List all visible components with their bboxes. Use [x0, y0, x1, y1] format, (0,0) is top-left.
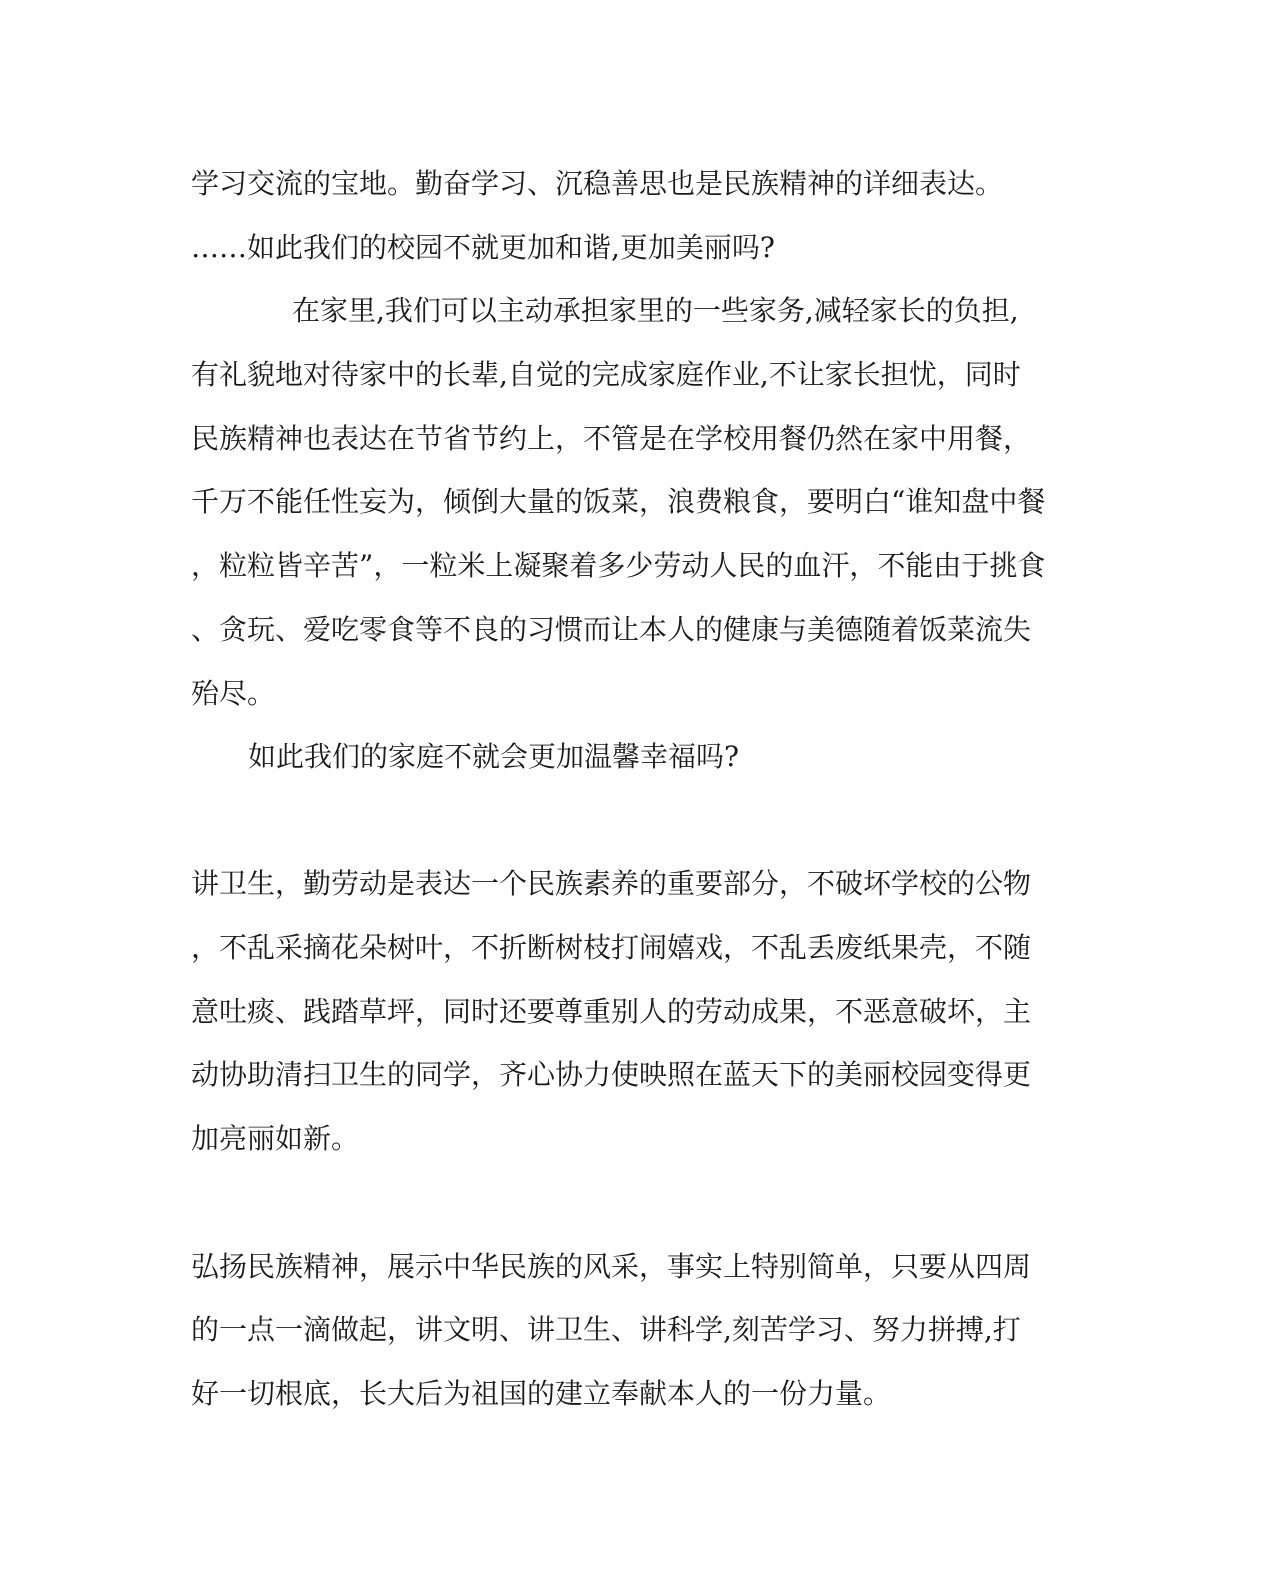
text-line: 、贪玩、爱吃零食等不良的习惯而让本人的健康与美德随着饭菜流失 [191, 613, 1032, 646]
text-line: 有礼貌地对待家中的长辈,自觉的完成家庭作业,不让家长担忧，同时 [191, 358, 1021, 391]
text-line: 学习交流的宝地。勤奋学习、沉稳善思也是民族精神的详细表达。 [191, 167, 1004, 200]
text-line: ……如此我们的校园不就更加和谐,更加美丽吗? [191, 231, 775, 264]
text-line: 好一切根底，长大后为祖国的建立奉献本人的一份力量。 [191, 1377, 892, 1410]
text-line: ，不乱采摘花朵树叶，不折断树枝打闹嬉戏，不乱丢废纸果壳，不随 [191, 931, 1032, 964]
text-line: ，粒粒皆辛苦”，一粒米上凝聚着多少劳动人民的血汗，不能由于挑食 [191, 549, 1046, 582]
text-line: 千万不能任性妄为，倾倒大量的饭菜，浪费粮食，要明白“谁知盘中餐 [191, 485, 1046, 518]
text-line: 如此我们的家庭不就会更加温馨幸福吗? [248, 740, 740, 773]
text-line: 民族精神也表达在节省节约上，不管是在学校用餐仍然在家中用餐， [191, 422, 1032, 455]
text-line: 加亮丽如新。 [191, 1122, 360, 1155]
text-line: 殆尽。 [191, 677, 276, 710]
text-line: 弘扬民族精神，展示中华民族的风采，事实上特别简单，只要从四周 [191, 1250, 1032, 1283]
text-line: 在家里,我们可以主动承担家里的一些家务,减轻家长的负担, [292, 294, 1019, 327]
text-line: 动协助清扫卫生的同学，齐心协力使映照在蓝天下的美丽校园变得更 [191, 1058, 1032, 1091]
text-line: 讲卫生，勤劳动是表达一个民族素养的重要部分，不破坏学校的公物 [191, 867, 1032, 900]
text-line: 意吐痰、践踏草坪，同时还要尊重别人的劳动成果，不恶意破坏，主 [191, 995, 1032, 1028]
text-line: 的一点一滴做起，讲文明、讲卫生、讲科学,刻苦学习、努力拼搏,打 [191, 1313, 1021, 1346]
